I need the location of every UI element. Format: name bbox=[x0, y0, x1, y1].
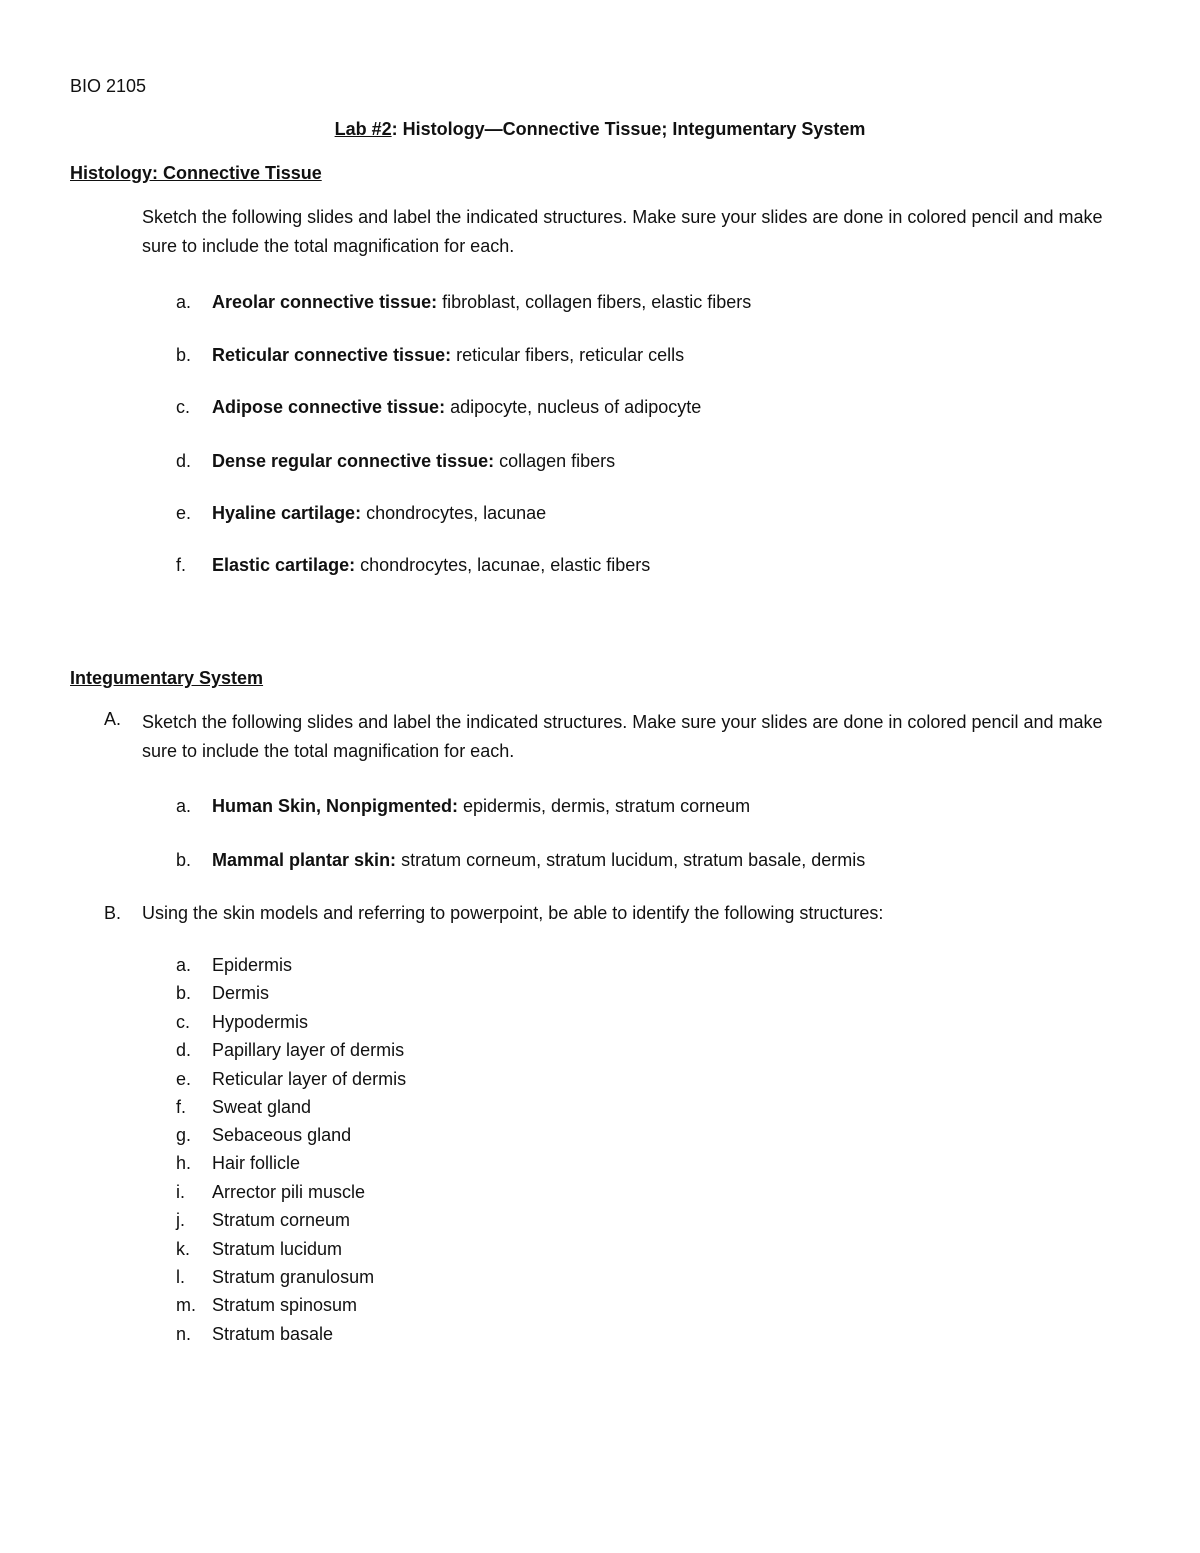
list-marker: c. bbox=[176, 397, 191, 417]
list-item-text: Reticular layer of dermis bbox=[212, 1069, 407, 1089]
list-item-term: Reticular connective tissue: bbox=[212, 345, 452, 365]
list-item-term: Hyaline cartilage: bbox=[212, 503, 362, 523]
list-item-desc: stratum corneum, stratum lucidum, stratum basale, dermis bbox=[396, 850, 866, 870]
list-marker: b. bbox=[176, 983, 192, 1003]
list-item-text bbox=[212, 450, 615, 472]
list-marker: b. bbox=[176, 345, 192, 365]
list-marker: d. bbox=[176, 1040, 192, 1060]
list-marker: g. bbox=[176, 1125, 192, 1145]
list-item-term: Areolar connective tissue: bbox=[212, 292, 438, 312]
list-item-text: Hypodermis bbox=[212, 1012, 309, 1032]
list-marker: a. bbox=[176, 292, 192, 312]
list-item-term: Dense regular connective tissue: bbox=[212, 451, 495, 471]
list-item-text: Arrector pili muscle bbox=[212, 1182, 366, 1202]
list-item-text bbox=[212, 344, 684, 366]
list-item-text bbox=[212, 291, 751, 313]
list-item-text bbox=[212, 396, 701, 418]
list-marker: h. bbox=[176, 1153, 192, 1173]
list-item-text bbox=[212, 849, 865, 871]
list-marker: d. bbox=[176, 451, 192, 471]
list-marker: n. bbox=[176, 1324, 192, 1344]
list-marker: j. bbox=[176, 1210, 185, 1230]
list-item-text: Epidermis bbox=[212, 955, 293, 975]
list-item-text: Stratum corneum bbox=[212, 1210, 351, 1230]
list-marker: a. bbox=[176, 796, 192, 816]
list-item-text: Stratum granulosum bbox=[212, 1267, 375, 1287]
list-item-desc: chondrocytes, lacunae bbox=[361, 503, 547, 523]
part-b-marker: B. bbox=[104, 903, 122, 923]
list-marker: f. bbox=[176, 555, 187, 575]
list-item-desc: reticular fibers, reticular cells bbox=[451, 345, 685, 365]
histology-heading: Histology: Connective Tissue bbox=[70, 163, 322, 183]
list-item-desc: adipocyte, nucleus of adipocyte bbox=[445, 397, 702, 417]
part-a-instructions: Sketch the following slides and label the indicated structures. Make sure your slides are done in colored pencil and make sure to include the total magnification for each. bbox=[142, 712, 1103, 761]
title-lab-number: Lab #2 bbox=[334, 119, 392, 139]
list-item-desc: epidermis, dermis, stratum corneum bbox=[458, 796, 751, 816]
list-item-text: Stratum spinosum bbox=[212, 1295, 358, 1315]
integumentary-heading: Integumentary System bbox=[70, 668, 264, 688]
part-b-instructions: Using the skin models and referring to powerpoint, be able to identify the following structures: bbox=[142, 903, 884, 923]
list-item-term: Human Skin, Nonpigmented: bbox=[212, 796, 459, 816]
list-item-text bbox=[212, 502, 546, 524]
page-title bbox=[0, 118, 1200, 140]
list-item-text: Sebaceous gland bbox=[212, 1125, 352, 1145]
list-item-text: Sweat gland bbox=[212, 1097, 312, 1117]
list-marker: i. bbox=[176, 1182, 185, 1202]
list-item-text: Hair follicle bbox=[212, 1153, 301, 1173]
list-marker: e. bbox=[176, 503, 192, 523]
list-item-text bbox=[212, 795, 750, 817]
list-marker: e. bbox=[176, 1069, 192, 1089]
list-marker: m. bbox=[176, 1295, 196, 1315]
list-item-text: Stratum lucidum bbox=[212, 1239, 343, 1259]
list-item-text: Dermis bbox=[212, 983, 269, 1003]
list-marker: l. bbox=[176, 1267, 185, 1287]
histology-instructions: Sketch the following slides and label the indicated structures. Make sure your slides are done in colored pencil and make sure to include the total magnification for each. bbox=[142, 207, 1103, 256]
course-code: BIO 2105 bbox=[70, 76, 147, 96]
list-marker: k. bbox=[176, 1239, 191, 1259]
title-text: : Histology—Connective Tissue; Integumentary System bbox=[391, 119, 866, 139]
list-item-desc: fibroblast, collagen fibers, elastic fibers bbox=[437, 292, 752, 312]
list-item-text: Stratum basale bbox=[212, 1324, 334, 1344]
list-marker: a. bbox=[176, 955, 192, 975]
list-item-text: Papillary layer of dermis bbox=[212, 1040, 405, 1060]
list-item-term: Mammal plantar skin: bbox=[212, 850, 397, 870]
list-item-desc: collagen fibers bbox=[494, 451, 616, 471]
part-a-marker: A. bbox=[104, 709, 122, 729]
list-item-term: Adipose connective tissue: bbox=[212, 397, 446, 417]
list-marker: c. bbox=[176, 1012, 191, 1032]
list-item-term: Elastic cartilage: bbox=[212, 555, 356, 575]
list-item-desc: chondrocytes, lacunae, elastic fibers bbox=[355, 555, 651, 575]
list-marker: b. bbox=[176, 850, 192, 870]
list-marker: f. bbox=[176, 1097, 187, 1117]
list-item-text bbox=[212, 554, 650, 576]
